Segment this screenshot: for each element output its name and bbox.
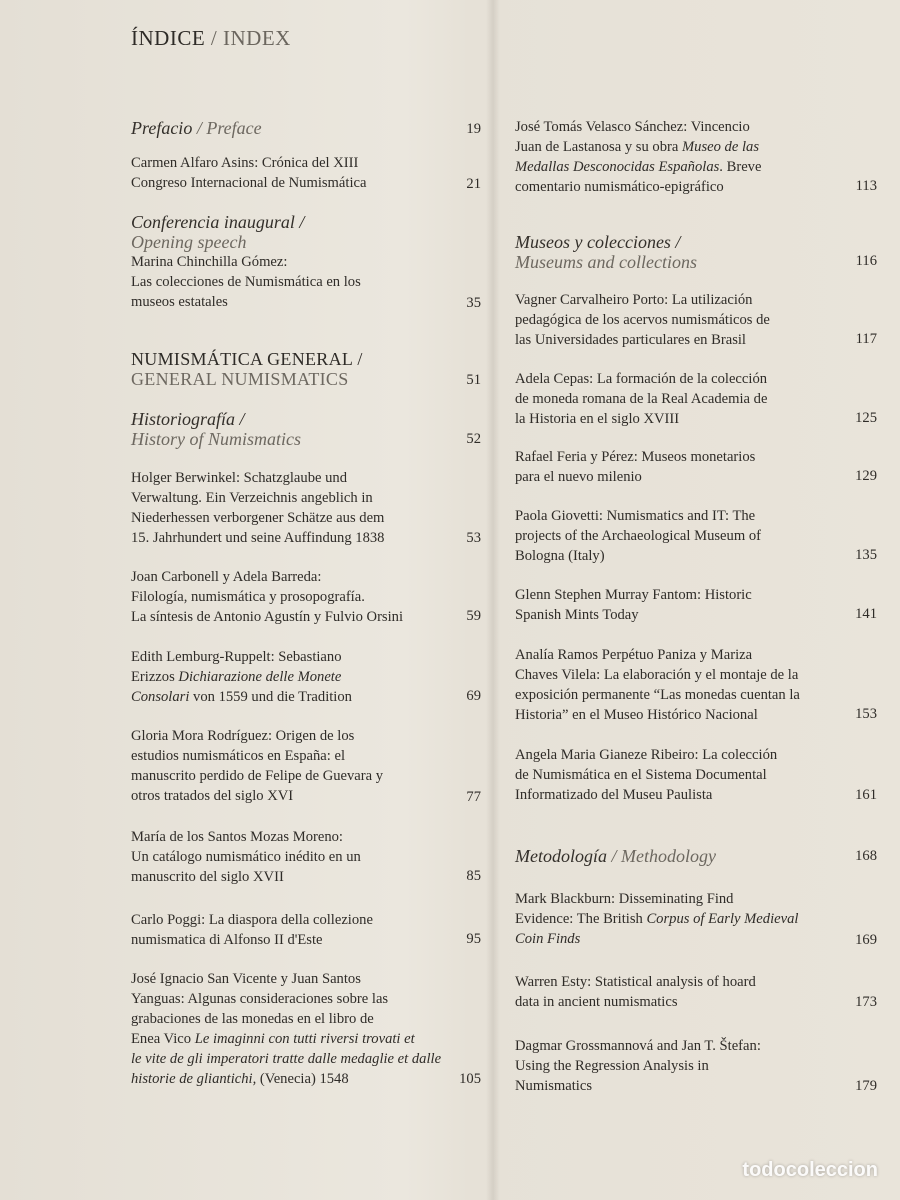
toc-entry-line: las Universidades particulares en Brasil: [515, 332, 746, 348]
section-heading-text: [131, 409, 481, 449]
toc-entry: [515, 972, 877, 1012]
page-number: 59: [466, 608, 481, 624]
watermark: todocoleccion: [742, 1159, 878, 1181]
toc-entry-line: Edith Lemburg-Ruppelt: Sebastiano: [131, 649, 342, 665]
toc-entry-line: otros tratados del siglo XVI: [131, 788, 294, 804]
toc-entry-line: Carlo Poggi: La diaspora della collezione: [131, 912, 373, 928]
toc-entry-line: museos estatales: [131, 294, 228, 310]
heading-en: Preface: [206, 118, 262, 138]
page-number: 179: [855, 1078, 877, 1094]
toc-entry-line: Congreso Internacional de Numismática: [131, 175, 367, 191]
section-heading-text: [131, 118, 481, 138]
toc-entry-line: grabaciones de las monedas en el libro de: [131, 1011, 374, 1027]
right-column: [515, 0, 877, 1200]
toc-entry-text: [515, 447, 877, 487]
toc-entry: [131, 468, 481, 548]
page-number: 19: [466, 121, 481, 137]
page-number: 35: [466, 295, 481, 311]
heading-en: GENERAL NUMISMATICS: [131, 369, 349, 389]
page-number: 113: [855, 178, 877, 194]
toc-entry-line: Un catálogo numismático inédito en un: [131, 849, 361, 865]
toc-entry-text: [515, 585, 877, 625]
toc-entry-line: manuscrito del siglo XVII: [131, 869, 284, 885]
toc-entry-line: Using the Regression Analysis in: [515, 1058, 709, 1074]
toc-entry-line: Enea Vico Le imaginni con tutti riversi trovati et: [131, 1031, 415, 1047]
toc-entry-line: Informatizado del Museu Paulista: [515, 787, 713, 803]
toc-entry-line: La síntesis de Antonio Agustín y Fulvio Orsini: [131, 609, 404, 625]
toc-entry-line: pedagógica de los acervos numismáticos de: [515, 312, 770, 328]
toc-entry-line: Evidence: The British Corpus of Early Medieval: [515, 911, 799, 927]
toc-entry-line: projects of the Archaeological Museum of: [515, 528, 761, 544]
page-number: 117: [855, 331, 877, 347]
heading-en: Opening speech: [131, 232, 247, 252]
toc-entry: [515, 745, 877, 805]
heading-en: History of Numismatics: [131, 429, 302, 449]
toc-entry-line: Coin Finds: [515, 931, 581, 947]
toc-entry-line: Las colecciones de Numismática en los: [131, 274, 361, 290]
page-number: 85: [466, 868, 481, 884]
toc-entry: [515, 117, 877, 197]
heading-es: Metodología: [515, 846, 607, 866]
toc-entry-line: comentario numismático-epigráfico: [515, 179, 724, 195]
heading-es: Historiografía /: [131, 409, 245, 429]
section-heading-text: [131, 212, 481, 252]
page-number: 105: [459, 1071, 481, 1087]
toc-entry-line: historie de gliantichi, (Venecia) 1548: [131, 1071, 349, 1087]
toc-entry: [515, 506, 877, 566]
page-number: 69: [466, 688, 481, 704]
section-heading-text: [131, 349, 481, 389]
title-es: ÍNDICE: [131, 26, 206, 50]
toc-entry-line: Vagner Carvalheiro Porto: La utilización: [515, 292, 753, 308]
toc-entry-line: Warren Esty: Statistical analysis of hoard: [515, 974, 756, 990]
toc-entry-line: Bologna (Italy): [515, 548, 605, 564]
toc-entry-text: [515, 745, 877, 805]
toc-entry-text: [515, 972, 877, 1012]
toc-entry-line: la Historia en el siglo XVIII: [515, 411, 680, 427]
toc-entry: [515, 889, 877, 949]
toc-entry-line: Adela Cepas: La formación de la colección: [515, 371, 768, 387]
toc-entry-text: [131, 910, 481, 950]
toc-entry: [131, 153, 481, 193]
title-en: INDEX: [223, 26, 291, 50]
toc-entry: [131, 726, 481, 806]
page-number: 53: [466, 530, 481, 546]
toc-entry-line: estudios numismáticos en España: el: [131, 748, 346, 764]
heading-es: Museos y colecciones /: [515, 232, 681, 252]
page-number: 129: [855, 468, 877, 484]
toc-entry: [515, 1036, 877, 1096]
page-number: 116: [855, 253, 877, 269]
toc-entry-line: para el nuevo milenio: [515, 469, 642, 485]
page-number: 52: [466, 431, 481, 447]
book-gutter: [486, 0, 500, 1200]
toc-entry: [515, 645, 877, 725]
toc-entry-line: Numismatics: [515, 1078, 593, 1094]
major-section-heading: [131, 349, 481, 389]
page-number: 169: [855, 932, 877, 948]
left-column: [131, 0, 481, 1200]
toc-entry-line: data in ancient numismatics: [515, 994, 678, 1010]
toc-entry-line: Medallas Desconocidas Españolas. Breve: [515, 159, 762, 175]
toc-entry: [131, 647, 481, 707]
toc-entry-line: Verwaltung. Ein Verzeichnis angeblich in: [131, 490, 373, 506]
toc-entry: [515, 447, 877, 487]
toc-entry-line: Analía Ramos Perpétuo Paniza y Mariza: [515, 647, 753, 663]
toc-entry-line: Spanish Mints Today: [515, 607, 639, 623]
toc-entry-text: [131, 252, 481, 312]
section-heading: [515, 846, 877, 866]
section-heading-text: [515, 232, 877, 272]
toc-entry-line: Angela Maria Gianeze Ribeiro: La colección: [515, 747, 778, 763]
heading-slash: /: [192, 118, 207, 138]
heading-es: NUMISMÁTICA GENERAL /: [131, 349, 363, 369]
toc-entry-line: Dagmar Grossmannová and Jan T. Štefan:: [515, 1038, 761, 1054]
toc-entry-line: numismatica di Alfonso II d'Este: [131, 932, 323, 948]
toc-entry-line: de moneda romana de la Real Academia de: [515, 391, 768, 407]
toc-entry-text: [131, 468, 481, 548]
toc-entry-line: exposición permanente “Las monedas cuentan la: [515, 687, 800, 703]
page-number: 173: [855, 994, 877, 1010]
toc-entry-line: Paola Giovetti: Numismatics and IT: The: [515, 508, 756, 524]
heading-es: Prefacio: [131, 118, 193, 138]
page-number: 161: [855, 787, 877, 803]
toc-entry-line: Carmen Alfaro Asins: Crónica del XIII: [131, 155, 359, 171]
toc-entry-line: Chaves Vilela: La elaboración y el montaje de la: [515, 667, 799, 683]
section-heading: [515, 232, 877, 272]
toc-entry-text: [131, 567, 481, 627]
page-number: 21: [466, 176, 481, 192]
section-heading-text: [515, 846, 877, 866]
toc-entry-text: [515, 369, 877, 429]
page-number: 135: [855, 547, 877, 563]
toc-entry-line: manuscrito perdido de Felipe de Guevara y: [131, 768, 384, 784]
toc-entry-line: María de los Santos Mozas Moreno:: [131, 829, 343, 845]
toc-entry-text: [131, 153, 481, 193]
toc-entry: [131, 252, 481, 312]
page-number: 168: [855, 848, 877, 864]
page-number: 153: [855, 706, 877, 722]
toc-entry-line: José Tomás Velasco Sánchez: Vincencio: [515, 119, 750, 135]
heading-en: Museums and collections: [515, 252, 697, 272]
toc-entry-line: Holger Berwinkel: Schatzglaube und: [131, 470, 348, 486]
page-number: 141: [855, 606, 877, 622]
section-heading: [131, 118, 481, 138]
heading-en: Methodology: [621, 846, 716, 866]
toc-entry-text: [515, 506, 877, 566]
toc-entry: [131, 827, 481, 887]
toc-entry-line: Rafael Feria y Pérez: Museos monetarios: [515, 449, 756, 465]
toc-entry: [131, 910, 481, 950]
toc-entry-line: Marina Chinchilla Gómez:: [131, 254, 288, 270]
toc-entry-text: [515, 117, 877, 197]
toc-entry-text: [515, 290, 877, 350]
page-number: 77: [466, 789, 481, 805]
toc-entry-text: [131, 726, 481, 806]
toc-entry: [515, 585, 877, 625]
toc-entry: [131, 969, 481, 1089]
toc-entry-line: Consolari von 1559 und die Tradition: [131, 689, 352, 705]
page-number: 51: [466, 372, 481, 388]
section-heading: [131, 212, 481, 252]
toc-entry-line: Erizzos Dichiarazione delle Monete: [131, 669, 342, 685]
toc-entry-text: [131, 969, 481, 1089]
toc-entry: [131, 567, 481, 627]
toc-entry-line: Juan de Lastanosa y su obra Museo de las: [515, 139, 759, 155]
toc-entry-text: [131, 647, 481, 707]
title-slash: /: [205, 26, 223, 50]
toc-entry-line: Glenn Stephen Murray Fantom: Historic: [515, 587, 752, 603]
page-number: 125: [855, 410, 877, 426]
toc-entry-line: Joan Carbonell y Adela Barreda:: [131, 569, 322, 585]
toc-entry-line: Gloria Mora Rodríguez: Origen de los: [131, 728, 355, 744]
toc-entry: [515, 369, 877, 429]
toc-entry-text: [515, 889, 877, 949]
section-heading: [131, 409, 481, 449]
toc-entry-text: [131, 827, 481, 887]
heading-es: Conferencia inaugural /: [131, 212, 305, 232]
toc-entry: [515, 290, 877, 350]
page-number: 95: [466, 931, 481, 947]
toc-entry-line: 15. Jahrhundert und seine Auffindung 1838: [131, 530, 385, 546]
toc-entry-line: Mark Blackburn: Disseminating Find: [515, 891, 734, 907]
toc-entry-line: José Ignacio San Vicente y Juan Santos: [131, 971, 361, 987]
toc-entry-text: [515, 645, 877, 725]
toc-entry-line: Niederhessen verborgener Schätze aus dem: [131, 510, 385, 526]
toc-entry-line: Filología, numismática y prosopografía.: [131, 589, 365, 605]
toc-entry-line: Historia” en el Museo Histórico Nacional: [515, 707, 758, 723]
toc-entry-line: de Numismática en el Sistema Documental: [515, 767, 767, 783]
toc-entry-text: [515, 1036, 877, 1096]
toc-entry-line: Yanguas: Algunas consideraciones sobre las: [131, 991, 389, 1007]
heading-slash: /: [607, 846, 622, 866]
toc-entry-line: le vite de gli imperatori tratte dalle medaglie et dalle: [131, 1051, 442, 1067]
